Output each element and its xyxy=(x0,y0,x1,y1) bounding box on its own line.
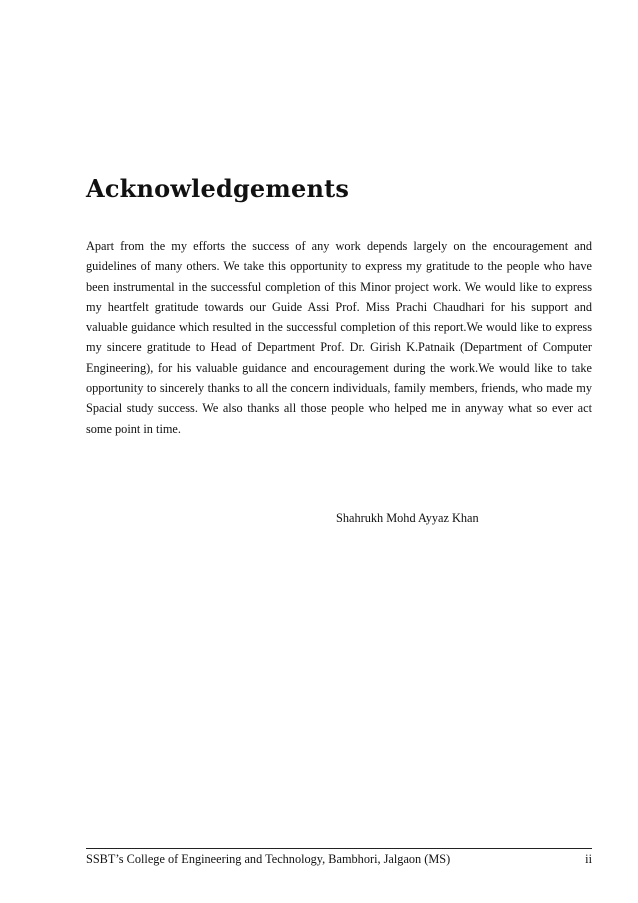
footer-divider xyxy=(86,848,592,849)
signature-name: Shahrukh Mohd Ayyaz Khan xyxy=(336,511,479,525)
page-heading: Acknowledgements xyxy=(86,174,350,203)
footer-institution: SSBT’s College of Engineering and Technology, Bambhori, Jalgaon (MS) xyxy=(86,852,451,866)
acknowledgement-paragraph: Apart from the my efforts the success of any work depends largely on the encouragement and guidelines of many others. We take this opportunity to express my gratitude to the people who have been instrumental in the successful completion of this Minor project work. We would like to express my heartfelt gratitude towards our Guide Assi Prof. Miss Prachi Chaudhari for his support and valuable guidance which resulted in the successful completion of this report.We would like to express my sincere gratitude to Head of Department Prof. Dr. Girish K.Patnaik (Department of Computer Engineering), for his valuable guidance and encouragement during the work.We would like to take opportunity to sincerely thanks to all the concern individuals, family members, friends, who made my Spacial study success. We also thanks all those people who helped me in anyway what so ever act some point in time. xyxy=(86,239,592,436)
footer-page-number: ii xyxy=(585,852,592,866)
